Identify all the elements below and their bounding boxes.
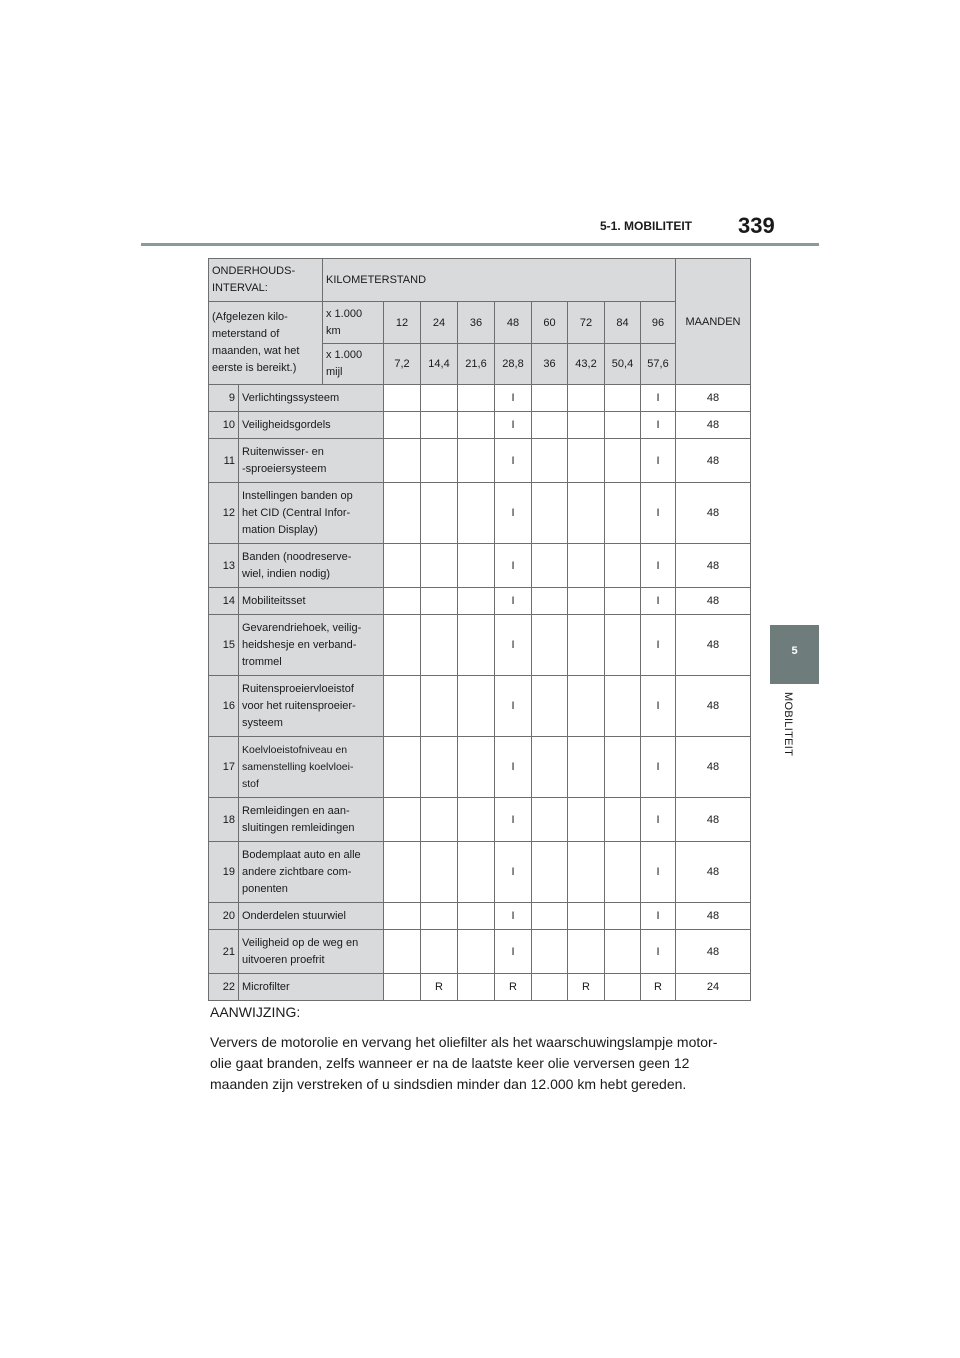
interval-cell	[458, 798, 495, 842]
row-number: 21	[209, 930, 239, 974]
item-description: Mobiliteitsset	[239, 588, 384, 615]
interval-cell	[421, 903, 458, 930]
header-divider	[141, 243, 819, 246]
maintenance-table	[208, 258, 751, 1001]
interval-cell	[458, 676, 495, 737]
mile-value: 7,2	[384, 344, 421, 385]
interval-cell: I	[495, 930, 532, 974]
interval-cell: R	[421, 974, 458, 1001]
km-value: 60	[532, 302, 568, 344]
interval-cell	[384, 930, 421, 974]
interval-cell: I	[495, 737, 532, 798]
interval-cell: I	[495, 588, 532, 615]
item-description: Veiligheidsgordels	[239, 412, 384, 439]
table-row	[209, 903, 751, 930]
km-value: 96	[641, 302, 676, 344]
interval-cell: R	[568, 974, 605, 1001]
interval-cell: I	[641, 798, 676, 842]
interval-cell	[384, 544, 421, 588]
interval-cell	[421, 798, 458, 842]
interval-cell	[458, 842, 495, 903]
item-description: Gevarendriehoek, veilig- heidshesje en verband- trommel	[239, 615, 384, 676]
interval-cell	[458, 544, 495, 588]
interval-cell: I	[641, 385, 676, 412]
months-cell: 48	[676, 412, 751, 439]
months-cell: 48	[676, 930, 751, 974]
interval-cell: I	[641, 930, 676, 974]
km-value: 24	[421, 302, 458, 344]
interval-cell	[458, 903, 495, 930]
interval-cell	[421, 439, 458, 483]
interval-cell: I	[641, 737, 676, 798]
months-cell: 48	[676, 588, 751, 615]
interval-cell	[605, 615, 641, 676]
interval-cell: I	[641, 483, 676, 544]
interval-cell: I	[495, 544, 532, 588]
interval-cell	[458, 974, 495, 1001]
interval-cell	[384, 798, 421, 842]
item-description: Instellingen banden op het CID (Central Infor- mation Display)	[239, 483, 384, 544]
row-number: 20	[209, 903, 239, 930]
km-value: 36	[458, 302, 495, 344]
interval-cell	[568, 798, 605, 842]
interval-cell	[568, 385, 605, 412]
interval-header: ONDERHOUDS- INTERVAL:	[209, 259, 323, 302]
interval-cell	[605, 798, 641, 842]
table-row	[209, 676, 751, 737]
section-title: 5-1. MOBILITEIT	[600, 219, 693, 233]
months-cell: 48	[676, 439, 751, 483]
table-row	[209, 544, 751, 588]
mile-value: 57,6	[641, 344, 676, 385]
interval-cell: I	[641, 842, 676, 903]
interval-cell	[568, 483, 605, 544]
page-number: 339	[738, 213, 775, 238]
months-cell: 48	[676, 842, 751, 903]
interval-cell: I	[495, 676, 532, 737]
interval-cell	[605, 385, 641, 412]
interval-cell	[532, 385, 568, 412]
interval-cell	[532, 974, 568, 1001]
months-cell: 48	[676, 483, 751, 544]
item-description: Remleidingen en aan- sluitingen remleidingen	[239, 798, 384, 842]
interval-cell	[568, 544, 605, 588]
interval-cell: I	[641, 676, 676, 737]
interval-cell	[458, 412, 495, 439]
interval-cell	[384, 439, 421, 483]
row-number: 15	[209, 615, 239, 676]
interval-cell	[421, 615, 458, 676]
chapter-label: MOBILITEIT	[782, 692, 794, 757]
km-value: 12	[384, 302, 421, 344]
row-number: 12	[209, 483, 239, 544]
interval-cell	[605, 974, 641, 1001]
interval-cell	[421, 842, 458, 903]
interval-cell	[605, 483, 641, 544]
interval-cell: I	[495, 798, 532, 842]
interval-cell	[384, 676, 421, 737]
interval-cell	[384, 737, 421, 798]
interval-cell	[458, 385, 495, 412]
interval-cell	[384, 412, 421, 439]
table-row	[209, 974, 751, 1001]
interval-cell	[605, 412, 641, 439]
note-body: Ververs de motorolie en vervang het oliefilter als het waarschuwingslampje motor- olie gaat branden, zelfs wanneer er na de laatste keer olie verversen geen 12 maanden zijn verstreken of u sindsdien minder dan 12.000 km hebt gereden.	[210, 1034, 718, 1092]
interval-cell	[605, 737, 641, 798]
table-row	[209, 439, 751, 483]
interval-cell	[532, 798, 568, 842]
km-value: 84	[605, 302, 641, 344]
interval-cell	[421, 412, 458, 439]
months-cell: 48	[676, 615, 751, 676]
interval-cell	[384, 615, 421, 676]
km-value: 48	[495, 302, 532, 344]
interval-cell	[568, 439, 605, 483]
table-row	[209, 930, 751, 974]
item-description: Koelvloeistofniveau en samenstelling koelvloei- stof	[239, 737, 384, 798]
interval-cell	[532, 483, 568, 544]
mile-unit: x 1.000 mijl	[323, 344, 384, 385]
interval-cell	[458, 588, 495, 615]
interval-cell: R	[495, 974, 532, 1001]
months-cell: 24	[676, 974, 751, 1001]
interval-cell	[421, 385, 458, 412]
item-description: Onderdelen stuurwiel	[239, 903, 384, 930]
note-title: AANWIJZING:	[210, 1004, 301, 1020]
row-number: 17	[209, 737, 239, 798]
interval-cell	[384, 385, 421, 412]
interval-cell	[605, 903, 641, 930]
interval-cell	[568, 615, 605, 676]
interval-cell: I	[495, 903, 532, 930]
interval-cell	[532, 737, 568, 798]
interval-cell	[458, 930, 495, 974]
interval-cell: I	[495, 385, 532, 412]
row-number: 18	[209, 798, 239, 842]
row-number: 16	[209, 676, 239, 737]
interval-cell	[384, 903, 421, 930]
interval-cell	[532, 544, 568, 588]
interval-cell	[421, 676, 458, 737]
interval-cell: I	[641, 615, 676, 676]
interval-cell: I	[495, 842, 532, 903]
row-number: 9	[209, 385, 239, 412]
interval-cell: I	[641, 412, 676, 439]
interval-cell: I	[641, 544, 676, 588]
row-number: 22	[209, 974, 239, 1001]
interval-cell	[605, 544, 641, 588]
interval-cell	[421, 930, 458, 974]
km-value: 72	[568, 302, 605, 344]
interval-cell	[384, 588, 421, 615]
item-description: Ruitenwisser- en -sproeiersysteem	[239, 439, 384, 483]
interval-cell	[605, 588, 641, 615]
interval-cell: R	[641, 974, 676, 1001]
interval-cell	[458, 439, 495, 483]
row-number: 10	[209, 412, 239, 439]
row-number: 19	[209, 842, 239, 903]
interval-cell	[568, 588, 605, 615]
mile-value: 21,6	[458, 344, 495, 385]
interval-cell	[605, 930, 641, 974]
mile-value: 43,2	[568, 344, 605, 385]
interval-cell	[458, 615, 495, 676]
months-header: MAANDEN	[676, 259, 751, 385]
item-description: Microfilter	[239, 974, 384, 1001]
table-row	[209, 737, 751, 798]
interval-cell: I	[495, 615, 532, 676]
interval-cell	[568, 930, 605, 974]
chapter-number: 5	[791, 645, 798, 657]
interval-cell	[605, 439, 641, 483]
interval-cell	[458, 737, 495, 798]
row-number: 13	[209, 544, 239, 588]
table-row	[209, 798, 751, 842]
interval-cell	[421, 544, 458, 588]
interval-cell	[532, 903, 568, 930]
mile-value: 14,4	[421, 344, 458, 385]
interval-cell: I	[495, 483, 532, 544]
interval-cell	[458, 483, 495, 544]
months-cell: 48	[676, 737, 751, 798]
row-number: 14	[209, 588, 239, 615]
item-description: Bodemplaat auto en alle andere zichtbare com- ponenten	[239, 842, 384, 903]
table-row	[209, 385, 751, 412]
read-note: (Afgelezen kilo- meterstand of maanden, wat het eerste is bereikt.)	[209, 302, 323, 385]
interval-cell	[568, 842, 605, 903]
interval-cell	[532, 588, 568, 615]
interval-cell	[532, 676, 568, 737]
interval-cell	[568, 676, 605, 737]
interval-cell	[532, 842, 568, 903]
mile-value: 28,8	[495, 344, 532, 385]
interval-cell: I	[495, 412, 532, 439]
table-row	[209, 412, 751, 439]
table-row	[209, 483, 751, 544]
table-row	[209, 842, 751, 903]
interval-cell	[384, 842, 421, 903]
interval-cell: I	[641, 903, 676, 930]
interval-cell	[568, 412, 605, 439]
interval-cell	[532, 412, 568, 439]
item-description: Ruitensproeiervloeistof voor het ruitensproeier- systeem	[239, 676, 384, 737]
interval-cell	[532, 930, 568, 974]
item-description: Banden (noodreserve- wiel, indien nodig)	[239, 544, 384, 588]
item-description: Veiligheid op de weg en uitvoeren proefrit	[239, 930, 384, 974]
months-cell: 48	[676, 676, 751, 737]
months-cell: 48	[676, 544, 751, 588]
table-row	[209, 615, 751, 676]
months-cell: 48	[676, 903, 751, 930]
km-unit: x 1.000 km	[323, 302, 384, 344]
interval-cell	[384, 483, 421, 544]
interval-cell	[605, 676, 641, 737]
interval-cell	[421, 737, 458, 798]
interval-cell	[568, 737, 605, 798]
chapter-tab	[770, 625, 819, 684]
row-number: 11	[209, 439, 239, 483]
interval-cell: I	[641, 588, 676, 615]
months-cell: 48	[676, 385, 751, 412]
months-cell: 48	[676, 798, 751, 842]
interval-cell	[568, 903, 605, 930]
interval-cell	[532, 615, 568, 676]
mile-value: 50,4	[605, 344, 641, 385]
km-header: KILOMETERSTAND	[323, 259, 676, 302]
interval-cell	[532, 439, 568, 483]
interval-cell	[605, 842, 641, 903]
item-description: Verlichtingssysteem	[239, 385, 384, 412]
interval-cell	[421, 483, 458, 544]
interval-cell	[421, 588, 458, 615]
table-row	[209, 588, 751, 615]
interval-cell: I	[641, 439, 676, 483]
mile-value: 36	[532, 344, 568, 385]
interval-cell: I	[495, 439, 532, 483]
interval-cell	[384, 974, 421, 1001]
